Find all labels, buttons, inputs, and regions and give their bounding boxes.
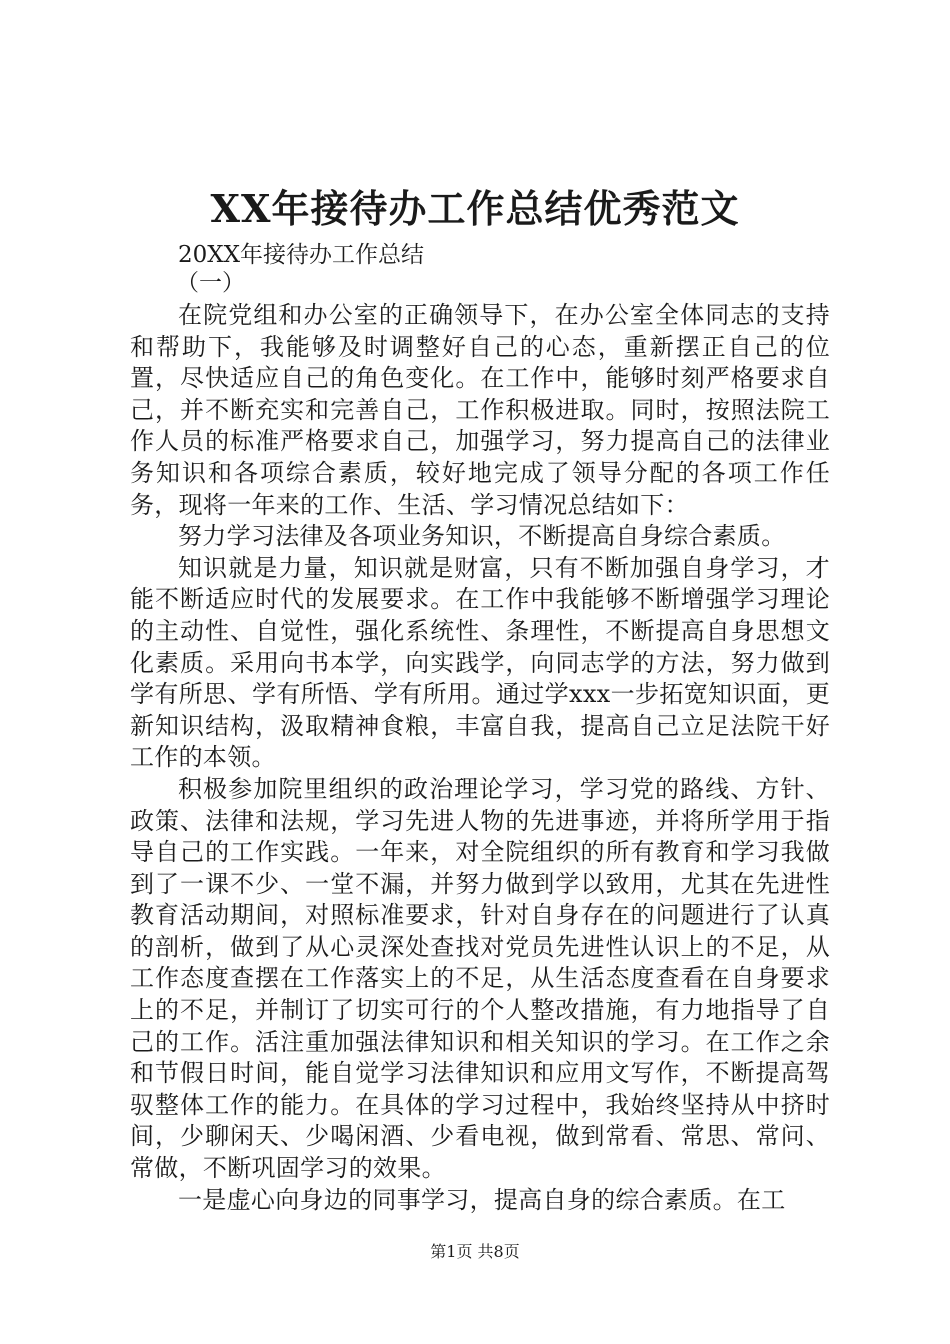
- paragraph: 积极参加院里组织的政治理论学习，学习党的路线、方针、政策、法律和法规，学习先进人物的先进事迹，并将所学用于指导自己的工作实践。一年来，对全院组织的所有教育和学习我做到了一课不少、一堂不漏，并努力做到学以致用，尤其在先进性教育活动期间，对照标准要求，针对自身存在的问题进行了认真的剖析，做到了从心灵深处查找对党员先进性认识上的不足，从工作态度查摆在工作落实上的不足，从生活态度查看在自身要求上的不足，并制订了切实可行的个人整改措施，有力地指导了自己的工作。活注重加强法律知识和相关知识的学习。在工作之余和节假日时间，能自觉学习法律知识和应用文写作，不断提高驾驭整体工作的能力。在具体的学习过程中，我始终坚持从中挤时间，少聊闲天、少喝闲酒、少看电视，做到常看、常思、常问、常做，不断巩固学习的效果。: [130, 774, 830, 1183]
- document-body: [130, 300, 830, 1216]
- document-title: XX年接待办工作总结优秀范文: [210, 186, 740, 231]
- paragraph: 一是虚心向身边的同事学习，提高自身的综合素质。在工: [178, 1185, 786, 1214]
- paragraph: 知识就是力量，知识就是财富，只有不断加强自身学习，才能不断适应时代的发展要求。在工作中我能够不断增强学习理论的主动性、自觉性，强化系统性、条理性，不断提高自身思想文化素质。采用向书本学，向实践学，向同志学的方法，努力做到学有所思、学有所悟、学有所用。通过学xxx一步拓宽知识面，更新知识结构，汲取精神食粮，丰富自我，提高自己立足法院干好工作的本领。: [130, 553, 830, 772]
- paragraph: 努力学习法律及各项业务知识，不断提高自身综合素质。: [178, 522, 786, 551]
- section-marker: （一）: [176, 270, 245, 296]
- document-subtitle: 20XX年接待办工作总结: [178, 242, 425, 268]
- page-footer: 第1页 共8页: [430, 1242, 520, 1261]
- paragraph: 在院党组和办公室的正确领导下，在办公室全体同志的支持和帮助下，我能够及时调整好自己的心态，重新摆正自己的位置，尽快适应自己的角色变化。在工作中，能够时刻严格要求自己，并不断充实和完善自己，工作积极进取。同时，按照法院工作人员的标准严格要求自己，加强学习，努力提高自己的法律业务知识和各项综合素质，较好地完成了领导分配的各项工作任务，现将一年来的工作、生活、学习情况总结如下：: [130, 301, 830, 519]
